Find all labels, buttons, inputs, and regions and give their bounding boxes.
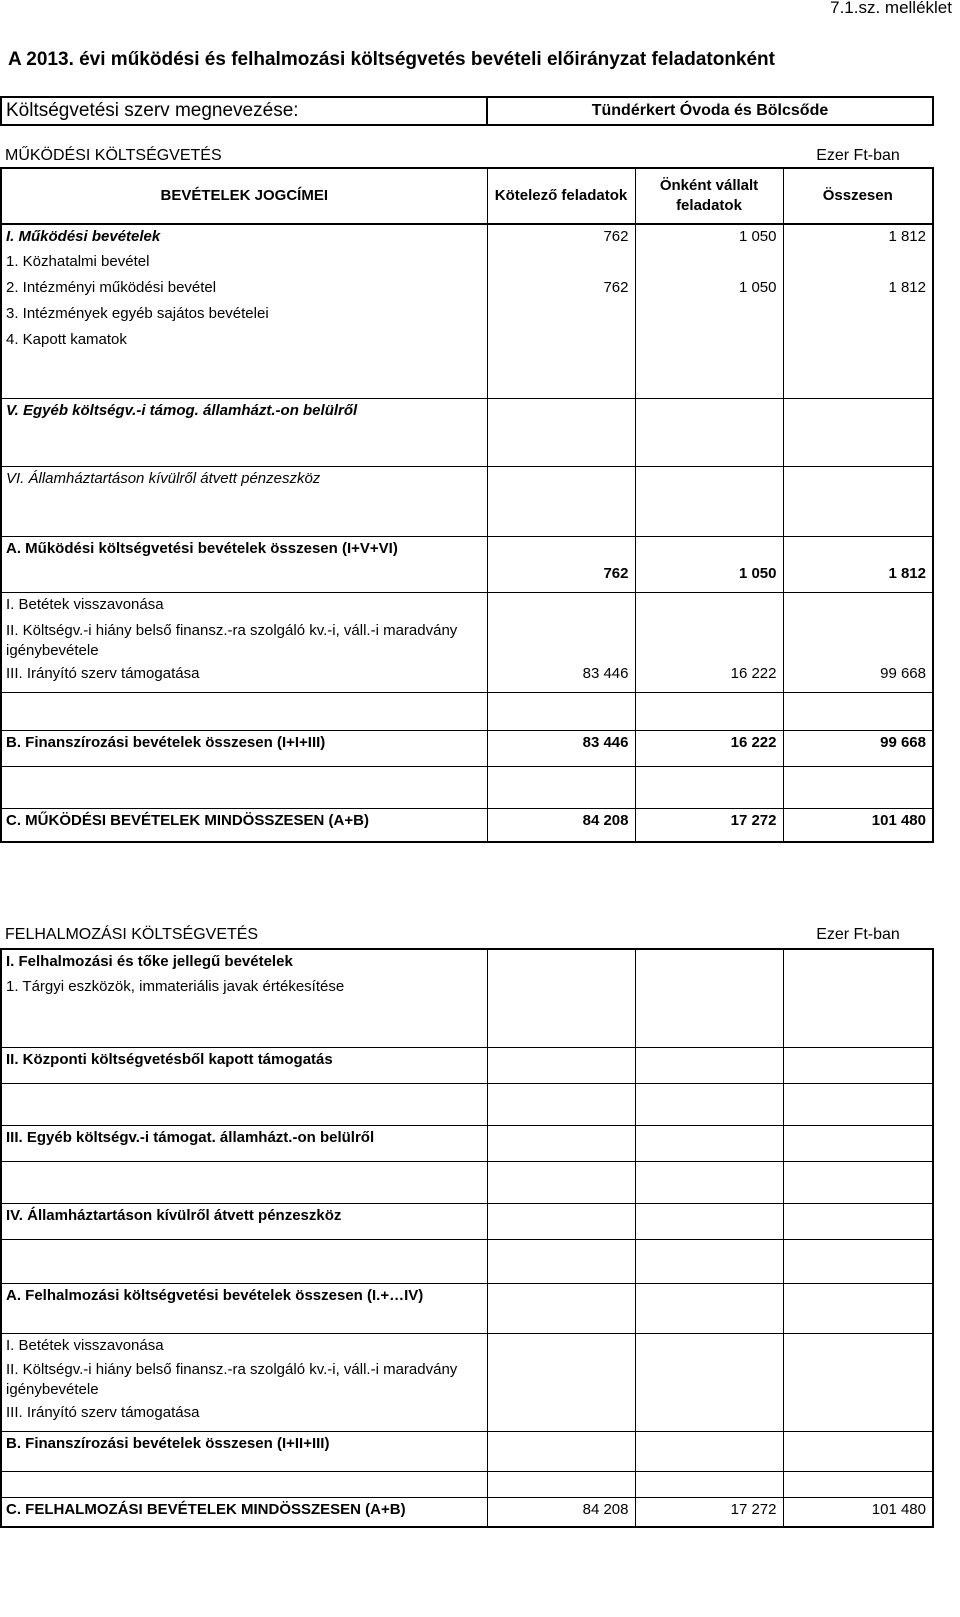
cell-total	[783, 1283, 933, 1333]
cell-total	[783, 424, 933, 466]
table-row	[1, 1431, 933, 1471]
table-row	[1, 466, 933, 492]
table-row	[1, 592, 933, 620]
cell-voluntary	[635, 1239, 783, 1283]
table-row	[1, 975, 933, 1005]
cell-total	[783, 492, 933, 536]
operating-unit: Ezer Ft-ban	[816, 146, 900, 164]
cell-mandatory	[487, 356, 635, 398]
cell-voluntary: 1 050	[635, 536, 783, 592]
table-row	[1, 1005, 933, 1047]
row-label: IV. Államháztartáson kívülről átvett pénzeszköz	[1, 1203, 487, 1239]
cell-total	[783, 1047, 933, 1083]
cell-voluntary	[635, 466, 783, 492]
cell-voluntary	[635, 1471, 783, 1497]
cell-mandatory: 83 446	[487, 662, 635, 692]
cell-mandatory	[487, 424, 635, 466]
cell-total	[783, 592, 933, 620]
row-label: 4. Kapott kamatok	[1, 328, 487, 356]
cell-voluntary	[635, 1083, 783, 1125]
cell-voluntary	[635, 1359, 783, 1401]
cell-total	[783, 1471, 933, 1497]
org-name: Tündérkert Óvoda és Bölcsőde	[487, 97, 933, 125]
row-label: 1. Közhatalmi bevétel	[1, 250, 487, 276]
cell-mandatory	[487, 1471, 635, 1497]
row-label: I. Betétek visszavonása	[1, 592, 487, 620]
cell-mandatory	[487, 1359, 635, 1401]
row-label: C. FELHALMOZÁSI BEVÉTELEK MINDÖSSZESEN (A+B)	[1, 1497, 487, 1527]
cell-total	[783, 1431, 933, 1471]
cell-total: 99 668	[783, 730, 933, 766]
cell-total	[783, 1125, 933, 1161]
table-row	[1, 662, 933, 692]
cell-mandatory: 762	[487, 536, 635, 592]
row-label	[1, 692, 487, 730]
cell-total	[783, 250, 933, 276]
table-row	[1, 276, 933, 302]
cell-mandatory	[487, 1125, 635, 1161]
table-row	[1, 536, 933, 592]
cell-voluntary	[635, 250, 783, 276]
cell-voluntary: 17 272	[635, 808, 783, 842]
cell-voluntary	[635, 1203, 783, 1239]
cell-mandatory	[487, 1283, 635, 1333]
table-row	[1, 949, 933, 975]
row-label	[1, 492, 487, 536]
cell-mandatory	[487, 1431, 635, 1471]
cell-mandatory	[487, 302, 635, 328]
row-label	[1, 356, 487, 398]
cell-total	[783, 692, 933, 730]
cell-voluntary	[635, 1401, 783, 1431]
table-row	[1, 1203, 933, 1239]
capital-table	[0, 921, 934, 1528]
table-row	[1, 1283, 933, 1333]
cell-total	[783, 356, 933, 398]
cell-voluntary: 1 050	[635, 224, 783, 250]
row-label	[1, 766, 487, 808]
row-label: I. Működési bevételek	[1, 224, 487, 250]
cell-mandatory	[487, 620, 635, 662]
table-row	[1, 1125, 933, 1161]
row-label: 1. Tárgyi eszközök, immateriális javak értékesítése	[1, 975, 487, 1005]
cell-total	[783, 1203, 933, 1239]
row-label: VI. Államháztartáson kívülről átvett pénzeszköz	[1, 466, 487, 492]
row-label: III. Irányító szerv támogatása	[1, 1401, 487, 1431]
cell-mandatory	[487, 592, 635, 620]
table-row	[1, 224, 933, 250]
col-header-voluntary: Önként vállalt feladatok	[635, 168, 783, 224]
cell-mandatory: 84 208	[487, 808, 635, 842]
cell-mandatory	[487, 328, 635, 356]
cell-voluntary	[635, 975, 783, 1005]
capital-section-title: FELHALMOZÁSI KÖLTSÉGVETÉS	[5, 925, 259, 943]
row-label: II. Központi költségvetésből kapott támogatás	[1, 1047, 487, 1083]
capital-unit: Ezer Ft-ban	[816, 925, 900, 943]
row-label: 3. Intézmények egyéb sajátos bevételei	[1, 302, 487, 328]
row-label: B. Finanszírozási bevételek összesen (I+II+III)	[1, 1431, 487, 1471]
cell-mandatory	[487, 492, 635, 536]
table-row	[1, 808, 933, 842]
cell-voluntary	[635, 592, 783, 620]
row-label: A. Felhalmozási költségvetési bevételek összesen (I.+…IV)	[1, 1283, 487, 1333]
cell-total: 1 812	[783, 536, 933, 592]
cell-mandatory	[487, 1047, 635, 1083]
cell-mandatory: 762	[487, 276, 635, 302]
table-row	[1, 398, 933, 424]
cell-voluntary	[635, 328, 783, 356]
cell-mandatory	[487, 949, 635, 975]
row-label: I. Betétek visszavonása	[1, 1333, 487, 1359]
table-row	[1, 1239, 933, 1283]
table-row	[1, 492, 933, 536]
table-row	[1, 1359, 933, 1401]
cell-total	[783, 1401, 933, 1431]
cell-total	[783, 1333, 933, 1359]
col-header-total: Összesen	[783, 168, 933, 224]
row-label: III. Irányító szerv támogatása	[1, 662, 487, 692]
cell-total: 1 812	[783, 276, 933, 302]
table-row	[1, 1401, 933, 1431]
cell-total	[783, 1005, 933, 1047]
table-row	[1, 1497, 933, 1527]
cell-mandatory	[487, 1161, 635, 1203]
cell-mandatory	[487, 1401, 635, 1431]
row-label	[1, 1239, 487, 1283]
cell-voluntary	[635, 766, 783, 808]
cell-mandatory: 83 446	[487, 730, 635, 766]
row-label: C. MŰKÖDÉSI BEVÉTELEK MINDÖSSZESEN (A+B)	[1, 808, 487, 842]
cell-total: 101 480	[783, 808, 933, 842]
cell-total	[783, 398, 933, 424]
cell-voluntary	[635, 1161, 783, 1203]
table-row	[1, 328, 933, 356]
cell-voluntary	[635, 356, 783, 398]
org-label: Költségvetési szerv megnevezése:	[6, 100, 299, 121]
col-header-mandatory: Kötelező feladatok	[487, 168, 635, 224]
row-label: III. Egyéb költségv.-i támogat. államházt.-on belülről	[1, 1125, 487, 1161]
cell-mandatory	[487, 1005, 635, 1047]
cell-total: 1 812	[783, 224, 933, 250]
row-label: A. Működési költségvetési bevételek összesen (I+V+VI)	[1, 536, 487, 592]
table-row	[1, 620, 933, 662]
cell-voluntary: 16 222	[635, 662, 783, 692]
cell-voluntary: 17 272	[635, 1497, 783, 1527]
cell-voluntary	[635, 949, 783, 975]
cell-voluntary	[635, 424, 783, 466]
table-row	[1, 250, 933, 276]
cell-mandatory	[487, 250, 635, 276]
row-label	[1, 1005, 487, 1047]
cell-voluntary	[635, 620, 783, 662]
table-row	[1, 1471, 933, 1497]
cell-total	[783, 1359, 933, 1401]
operating-table	[0, 144, 934, 843]
page-title: A 2013. évi működési és felhalmozási költségvetés bevételi előirányzat feladatonként	[8, 49, 775, 70]
cell-total: 99 668	[783, 662, 933, 692]
cell-total	[783, 766, 933, 808]
table-row	[1, 302, 933, 328]
table-row	[1, 1161, 933, 1203]
row-label	[1, 424, 487, 466]
cell-mandatory	[487, 766, 635, 808]
cell-total	[783, 1239, 933, 1283]
table-row	[1, 730, 933, 766]
annex-label: 7.1.sz. melléklet	[830, 0, 952, 17]
cell-voluntary: 16 222	[635, 730, 783, 766]
cell-mandatory	[487, 398, 635, 424]
cell-mandatory	[487, 975, 635, 1005]
row-label: V. Egyéb költségv.-i támog. államházt.-on belülről	[1, 398, 487, 424]
operating-header-row	[1, 168, 933, 224]
table-row	[1, 766, 933, 808]
row-label: B. Finanszírozási bevételek összesen (I+I+III)	[1, 730, 487, 766]
cell-total	[783, 302, 933, 328]
cell-voluntary	[635, 492, 783, 536]
table-row	[1, 1083, 933, 1125]
cell-mandatory	[487, 1083, 635, 1125]
cell-total: 101 480	[783, 1497, 933, 1527]
cell-mandatory	[487, 466, 635, 492]
table-row	[1, 1047, 933, 1083]
cell-voluntary: 1 050	[635, 276, 783, 302]
cell-total	[783, 466, 933, 492]
cell-voluntary	[635, 1283, 783, 1333]
row-label	[1, 1471, 487, 1497]
cell-voluntary	[635, 1047, 783, 1083]
table-row	[1, 356, 933, 398]
cell-mandatory	[487, 1203, 635, 1239]
operating-section-title: MŰKÖDÉSI KÖLTSÉGVETÉS	[5, 146, 222, 164]
cell-voluntary	[635, 398, 783, 424]
cell-voluntary	[635, 692, 783, 730]
cell-mandatory: 762	[487, 224, 635, 250]
cell-voluntary	[635, 1005, 783, 1047]
cell-total	[783, 1161, 933, 1203]
cell-mandatory	[487, 692, 635, 730]
cell-total	[783, 620, 933, 662]
row-label	[1, 1083, 487, 1125]
row-label: 2. Intézményi működési bevétel	[1, 276, 487, 302]
row-label	[1, 1161, 487, 1203]
cell-total	[783, 1083, 933, 1125]
cell-voluntary	[635, 1125, 783, 1161]
cell-mandatory: 84 208	[487, 1497, 635, 1527]
cell-total	[783, 975, 933, 1005]
cell-voluntary	[635, 1431, 783, 1471]
row-label: II. Költségv.-i hiány belső finansz.-ra szolgáló kv.-i, váll.-i maradvány igénybevétele	[1, 1359, 487, 1401]
cell-total	[783, 328, 933, 356]
col-header-category: BEVÉTELEK JOGCÍMEI	[1, 168, 487, 224]
cell-mandatory	[487, 1239, 635, 1283]
table-row	[1, 1333, 933, 1359]
row-label: I. Felhalmozási és tőke jellegű bevételek	[1, 949, 487, 975]
table-row	[1, 424, 933, 466]
cell-total	[783, 949, 933, 975]
table-row	[1, 692, 933, 730]
row-label: II. Költségv.-i hiány belső finansz.-ra szolgáló kv.-i, váll.-i maradvány igénybevétele	[1, 620, 487, 662]
cell-voluntary	[635, 302, 783, 328]
org-table	[0, 96, 934, 126]
cell-mandatory	[487, 1333, 635, 1359]
cell-voluntary	[635, 1333, 783, 1359]
